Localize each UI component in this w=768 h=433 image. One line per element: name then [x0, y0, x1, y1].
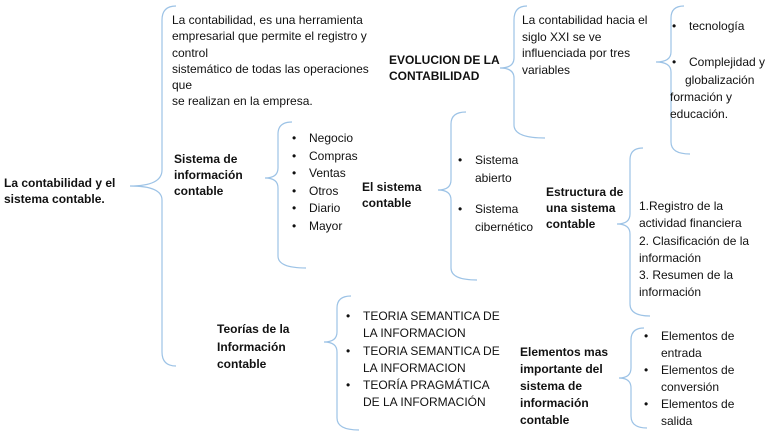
definition-line: empresarial que permite el registro y: [172, 29, 367, 44]
elementos-title-line: sistema de: [520, 379, 583, 393]
evolucion-variables-list: [670, 18, 765, 71]
evolucion-text-line: variables: [522, 62, 571, 77]
sistema-title-line: Sistema de: [174, 152, 238, 166]
definition-line: se realizan en la empresa.: [172, 94, 313, 109]
list-item-line: LA INFORMACION: [363, 360, 466, 375]
evolucion-text: [522, 12, 647, 78]
list-item-line: entrada: [661, 346, 702, 360]
estructura-title-line: contable: [546, 217, 596, 231]
estructura-line: información: [639, 285, 702, 300]
elementos-list: [642, 328, 734, 430]
list-item: [642, 362, 734, 396]
list-item: • Negocio: [290, 130, 358, 148]
el-sistema-title-line: El sistema: [362, 180, 422, 194]
list-item-line: abierto: [475, 170, 512, 185]
definition-line: que: [172, 78, 193, 93]
list-item: [642, 396, 734, 430]
list-item: [642, 328, 734, 362]
sistema-title-line: información: [174, 168, 243, 182]
list-item: [344, 343, 500, 378]
teorias-title-line: Teorías de la: [217, 322, 290, 336]
definition-line: sistemático de todas las operaciones: [172, 61, 369, 76]
list-item-line: • Elementos de: [661, 397, 735, 411]
teorias-title-line: Información: [217, 339, 286, 354]
evolucion-title: [389, 52, 500, 84]
el-sistema-title-line: contable: [362, 196, 412, 210]
list-item-line: • Elementos de: [661, 363, 735, 377]
list-item-line: • Elementos de: [661, 329, 735, 343]
list-item: • Complejidad y: [670, 54, 765, 72]
list-item-line: conversión: [661, 380, 720, 394]
root-title: [4, 175, 115, 207]
elementos-title: [520, 344, 608, 429]
estructura-line: 1.Registro de la: [639, 199, 724, 213]
sistema-items-list: [290, 130, 358, 235]
teorias-title: [217, 321, 289, 374]
evolucion-text-line: influenciada por tres: [522, 46, 631, 60]
el-sistema-list: [456, 152, 533, 236]
list-item-line: cibernético: [475, 219, 534, 234]
root-title-line-2: sistema contable.: [4, 192, 105, 206]
evolucion-text-line: La contabilidad hacia el: [522, 13, 648, 27]
list-item: • tecnología: [670, 18, 765, 36]
list-item-line: DE LA INFORMACIÓN: [363, 395, 486, 410]
evolucion-text-line: siglo XXI se ve: [522, 29, 602, 44]
teorias-title-line: contable: [217, 357, 267, 371]
estructura-steps: [639, 198, 749, 302]
list-item: • Compras: [290, 148, 358, 166]
estructura-line: información: [639, 250, 702, 265]
elementos-title-line: importante del: [520, 362, 603, 376]
evolucion-title-line: EVOLUCION DE LA: [389, 53, 500, 67]
evolucion-tail-3: educación.: [670, 107, 729, 121]
elementos-title-line: Elementos mas: [520, 345, 609, 359]
list-item-line: • Sistema: [475, 202, 519, 216]
list-item: [456, 201, 533, 236]
estructura-title-line: una sistema: [546, 201, 616, 215]
definition-line: La contabilidad, es una herramienta: [172, 13, 363, 27]
sistema-title-line: contable: [174, 184, 224, 198]
evolucion-tail-1: globalización: [685, 73, 755, 87]
list-item-line: • Sistema: [475, 153, 519, 167]
elementos-title-line: contable: [520, 413, 570, 427]
list-item: • Otros: [290, 183, 358, 201]
el-sistema-title: [362, 179, 421, 211]
elementos-title-line: información: [520, 396, 589, 410]
estructura-line: 3. Resumen de la: [639, 268, 734, 283]
sistema-informacion-title: [174, 151, 243, 199]
list-item-line: • TEORIA SEMANTICA DE: [363, 343, 500, 358]
list-item-line: salida: [661, 414, 693, 428]
evolucion-tail-2: formación y: [670, 90, 733, 104]
root-brace: [130, 6, 176, 366]
list-item: • Ventas: [290, 165, 358, 183]
list-item: • Mayor: [290, 218, 358, 236]
list-item-line: LA INFORMACION: [363, 326, 466, 341]
definition-text: [172, 12, 369, 110]
list-item: • Diario: [290, 200, 358, 218]
estructura-line: actividad financiera: [639, 216, 742, 231]
root-title-line-1: La contabilidad y el: [4, 176, 116, 190]
estructura-title-line: Estructura de: [546, 185, 624, 199]
teorias-list: [344, 308, 500, 412]
list-item: [344, 308, 500, 343]
list-item: [344, 377, 500, 412]
evolucion-title-line: CONTABILIDAD: [389, 69, 480, 83]
definition-line: control: [172, 45, 209, 60]
list-item-line: • TEORÍA PRAGMÁTICA: [363, 378, 490, 393]
list-item-line: • TEORIA SEMANTICA DE: [363, 309, 500, 323]
estructura-title: [546, 184, 623, 232]
list-item: [456, 152, 533, 187]
estructura-line: 2. Clasificación de la: [639, 233, 750, 248]
